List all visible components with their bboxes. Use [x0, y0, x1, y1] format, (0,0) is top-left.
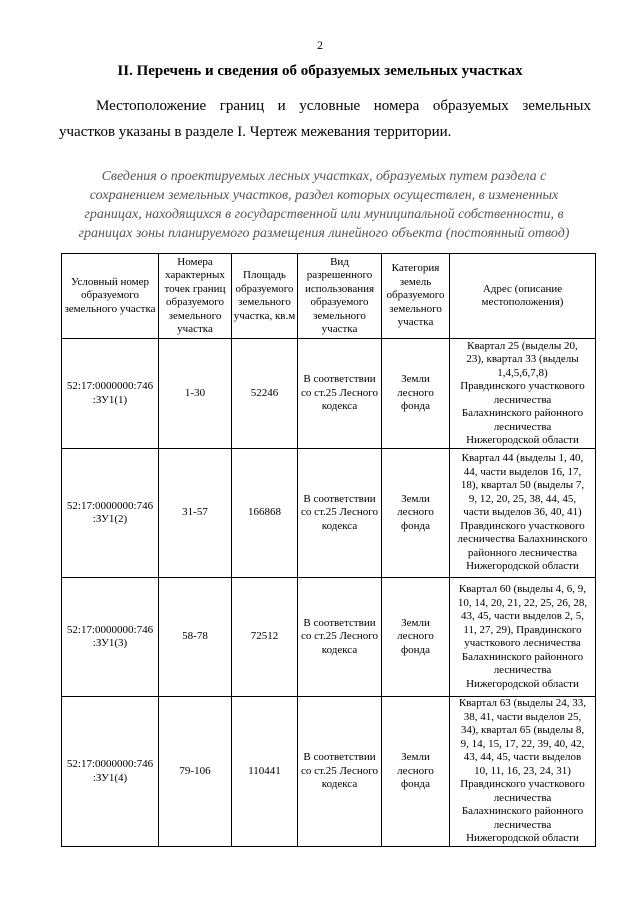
address-line: лесничества	[493, 664, 552, 676]
address-line: Квартал 44 (выделы 1, 40,	[461, 452, 584, 465]
address-line: Нижегородской области	[466, 677, 579, 690]
address-line: районного лесничества	[467, 546, 578, 559]
address-line: Правдинского участкового	[460, 519, 585, 532]
caption-line: Сведения о проектируемых лесных участках, образуемых путем раздела с	[101, 169, 547, 184]
address-line: лесничества Балахнинского	[457, 533, 588, 546]
address-line: Квартал 25 (выделы 20,	[467, 339, 578, 352]
cell-permitted-use: В соответствии со ст.25 Лесного кодекса	[298, 697, 382, 847]
cell-permitted-use: В соответствии со ст.25 Лесного кодекса	[298, 578, 382, 697]
address-line: лесничества	[493, 420, 552, 433]
cell-land-category: Земли лесного фонда	[382, 339, 450, 449]
address-line: 18), квартал 50 (выделы 7,	[460, 479, 585, 492]
address-line: 1,4,5,6,7,8)	[497, 366, 548, 379]
address-line: 9, 12, 20, 25, 38, 44, 45,	[468, 492, 577, 505]
cell-boundary-points: 1-30	[159, 339, 232, 449]
cell-boundary-points: 31-57	[159, 449, 232, 578]
intro-line: участков указаны в разделе I. Чертеж межевания территории.	[59, 124, 452, 140]
address-line: участкового лесничества	[464, 637, 581, 649]
address-line: Нижегородской области	[466, 560, 579, 573]
address-line: Правдинского участкового	[460, 380, 585, 392]
cell-address	[450, 697, 596, 847]
cell-plot-number: 52:17:0000000:746 :ЗУ1(2)	[62, 449, 159, 578]
address-line: 43, 45, части выделов 2, 5,	[461, 610, 584, 622]
header-plot-number: Условный номер образуемого земельного участка	[62, 254, 159, 339]
address-line: 23), квартал 33 (выделы	[466, 353, 579, 365]
cell-area: 72512	[232, 578, 298, 697]
cell-land-category: Земли лесного фонда	[382, 578, 450, 697]
cell-land-category: Земли лесного фонда	[382, 449, 450, 578]
address-line: Балахнинского районного	[461, 407, 584, 419]
address-line: части выделов 36, 40, 41)	[463, 506, 582, 519]
header-area: Площадь образуемого земельного участка, кв.м	[232, 254, 298, 339]
address-line: Нижегородской области	[466, 434, 579, 446]
address-line: 10, 11, 16, 23, 24, 31)	[474, 764, 571, 777]
table-row	[62, 578, 596, 697]
address-line: 38, 41, части выделов 25,	[463, 710, 582, 723]
header-permitted-use: Вид разрешенного использования образуемого земельного участка	[298, 254, 382, 339]
caption-line: границах, находящихся в государственной или муниципальной собственности, в	[84, 207, 564, 222]
address-line: Балахнинского районного	[461, 650, 584, 663]
table-header-row	[62, 254, 596, 339]
cell-area: 52246	[232, 339, 298, 449]
cell-plot-number: 52:17:0000000:746 :ЗУ1(3)	[62, 578, 159, 697]
address-line: 34), квартал 65 (выделы 8,	[460, 724, 585, 737]
address-line: Квартал 63 (выделы 24, 33,	[458, 697, 587, 710]
address-line: лесничества	[493, 393, 552, 406]
cell-land-category: Земли лесного фонда	[382, 697, 450, 847]
address-line: 11, 27, 29), Правдинского	[463, 623, 582, 636]
address-line: 9, 14, 15, 17, 22, 39, 40, 42,	[460, 737, 585, 750]
address-line: 10, 14, 20, 21, 22, 25, 26, 28,	[457, 596, 588, 609]
cell-area: 110441	[232, 697, 298, 847]
cell-plot-number: 52:17:0000000:746 :ЗУ1(4)	[62, 697, 159, 847]
table-row	[62, 697, 596, 847]
address-line: Правдинского участкового	[460, 778, 585, 791]
header-land-category: Категория земель образуемого земельного участка	[382, 254, 450, 339]
address-line: лесничества	[493, 818, 552, 831]
caption-line: границах зоны планируемого размещения линейного объекта (постоянный отвод)	[78, 226, 570, 241]
page-number: 2	[317, 38, 323, 52]
address-line: 43, 44, 45, части выделов	[463, 751, 582, 764]
cell-permitted-use: В соответствии со ст.25 Лесного кодекса	[298, 339, 382, 449]
intro-line: Местоположение границ и условные номера образуемых земельных	[96, 98, 591, 114]
address-line: Квартал 60 (выделы 4, 6, 9,	[458, 583, 587, 595]
header-boundary-points: Номера характерных точек границ образуемого земельного участка	[159, 254, 232, 339]
cell-area: 166868	[232, 449, 298, 578]
cell-boundary-points: 79-106	[159, 697, 232, 847]
header-address: Адрес (описание местоположения)	[450, 254, 596, 339]
address-line: 44, части выделов 16, 17,	[463, 465, 582, 478]
land-plots-table	[61, 253, 596, 847]
section-title: II. Перечень и сведения об образуемых земельных участках	[117, 63, 523, 79]
address-line: Нижегородской области	[466, 832, 579, 845]
address-line: лесничества	[493, 791, 552, 804]
caption-line: сохранением земельных участков, раздел которых осуществлен, в измененных	[89, 188, 559, 203]
cell-address	[450, 578, 596, 697]
table-row	[62, 339, 596, 449]
address-line: Балахнинского районного	[461, 805, 584, 818]
cell-plot-number: 52:17:0000000:746 :ЗУ1(1)	[62, 339, 159, 449]
cell-address	[450, 449, 596, 578]
cell-boundary-points: 58-78	[159, 578, 232, 697]
cell-permitted-use: В соответствии со ст.25 Лесного кодекса	[298, 449, 382, 578]
table-row	[62, 449, 596, 578]
cell-address	[450, 339, 596, 449]
table-caption	[44, 167, 604, 243]
intro-paragraph	[59, 93, 591, 145]
